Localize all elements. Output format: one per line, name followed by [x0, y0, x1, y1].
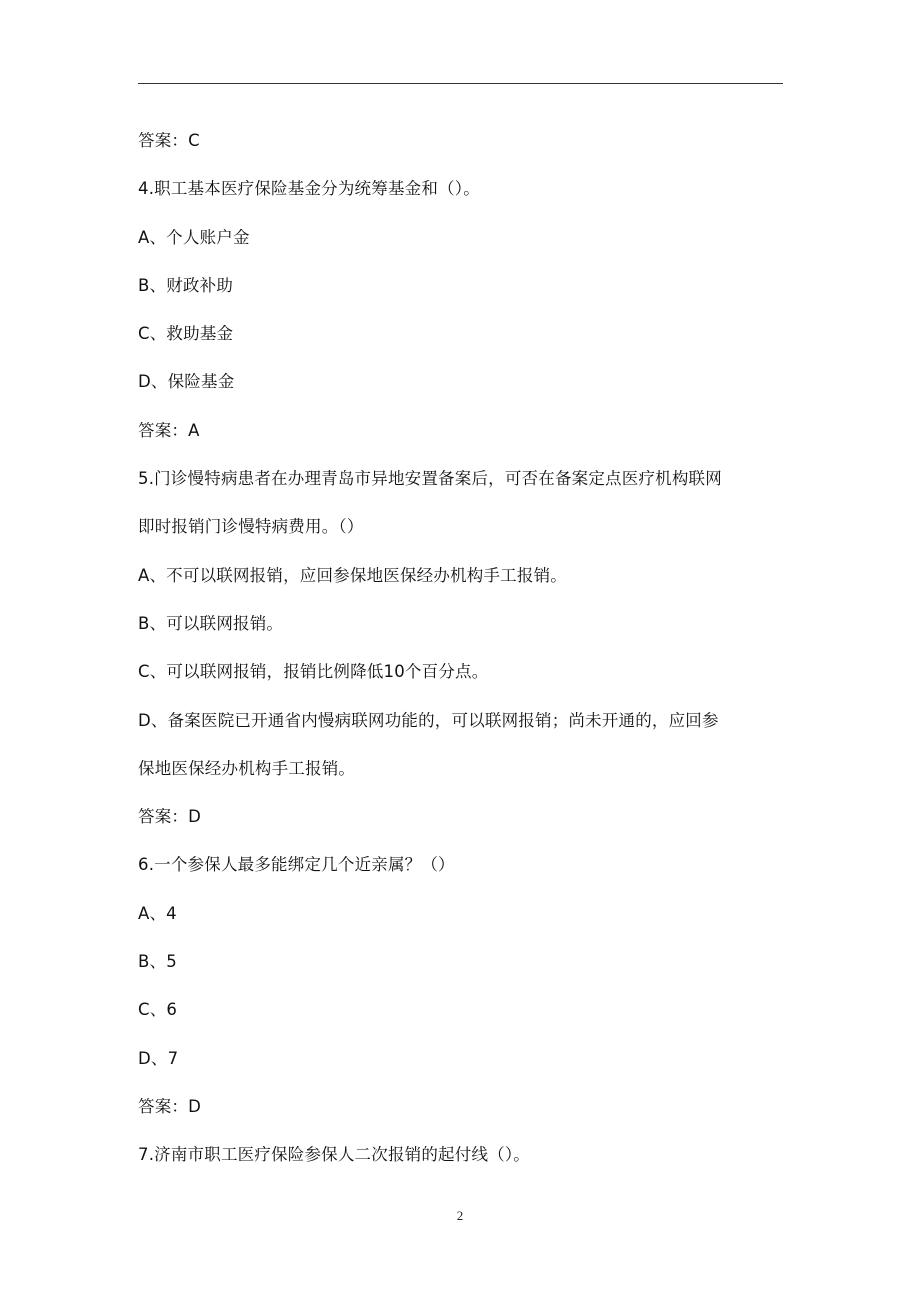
question-7: 7.济南市职工医疗保险参保人二次报销的起付线（）。: [138, 1145, 530, 1165]
option-d: D、7: [138, 1048, 179, 1068]
option-d: D、保险基金: [138, 372, 235, 392]
option-d-line-2: 保地医保经办机构手工报销。: [138, 758, 356, 778]
option-b: B、财政补助: [138, 275, 234, 295]
option-c: C、救助基金: [138, 324, 234, 344]
option-c: C、可以联网报销，报销比例降低10个百分点。: [138, 662, 489, 682]
document-body: [138, 117, 786, 1180]
answer-line: 答案：C: [138, 131, 200, 150]
question-4: 4.职工基本医疗保险基金分为统筹基金和（）。: [138, 179, 480, 199]
option-c: C、6: [138, 1000, 178, 1020]
question-6: 6.一个参保人最多能绑定几个近亲属？（）: [138, 855, 455, 875]
option-a: A、个人账户金: [138, 227, 250, 247]
option-a: A、4: [138, 903, 177, 923]
answer-line: 答案：A: [138, 420, 200, 440]
option-b: B、5: [138, 952, 177, 972]
answer-line: 答案：D: [138, 1096, 202, 1116]
page-number: 2: [456, 1208, 464, 1223]
question-5-line-1: 5.门诊慢特病患者在办理青岛市异地安置备案后，可否在备案定点医疗机构联网: [138, 469, 722, 489]
answer-line: 答案：D: [138, 807, 202, 827]
option-d-line-1: D、备案医院已开通省内慢病联网功能的，可以联网报销；尚未开通的，应回参: [138, 710, 719, 730]
option-b: B、可以联网报销。: [138, 613, 284, 633]
header-rule: [138, 83, 783, 84]
option-a: A、不可以联网报销，应回参保地医保经办机构手工报销。: [138, 565, 567, 585]
question-5-line-2: 即时报销门诊慢特病费用。（）: [138, 517, 364, 537]
